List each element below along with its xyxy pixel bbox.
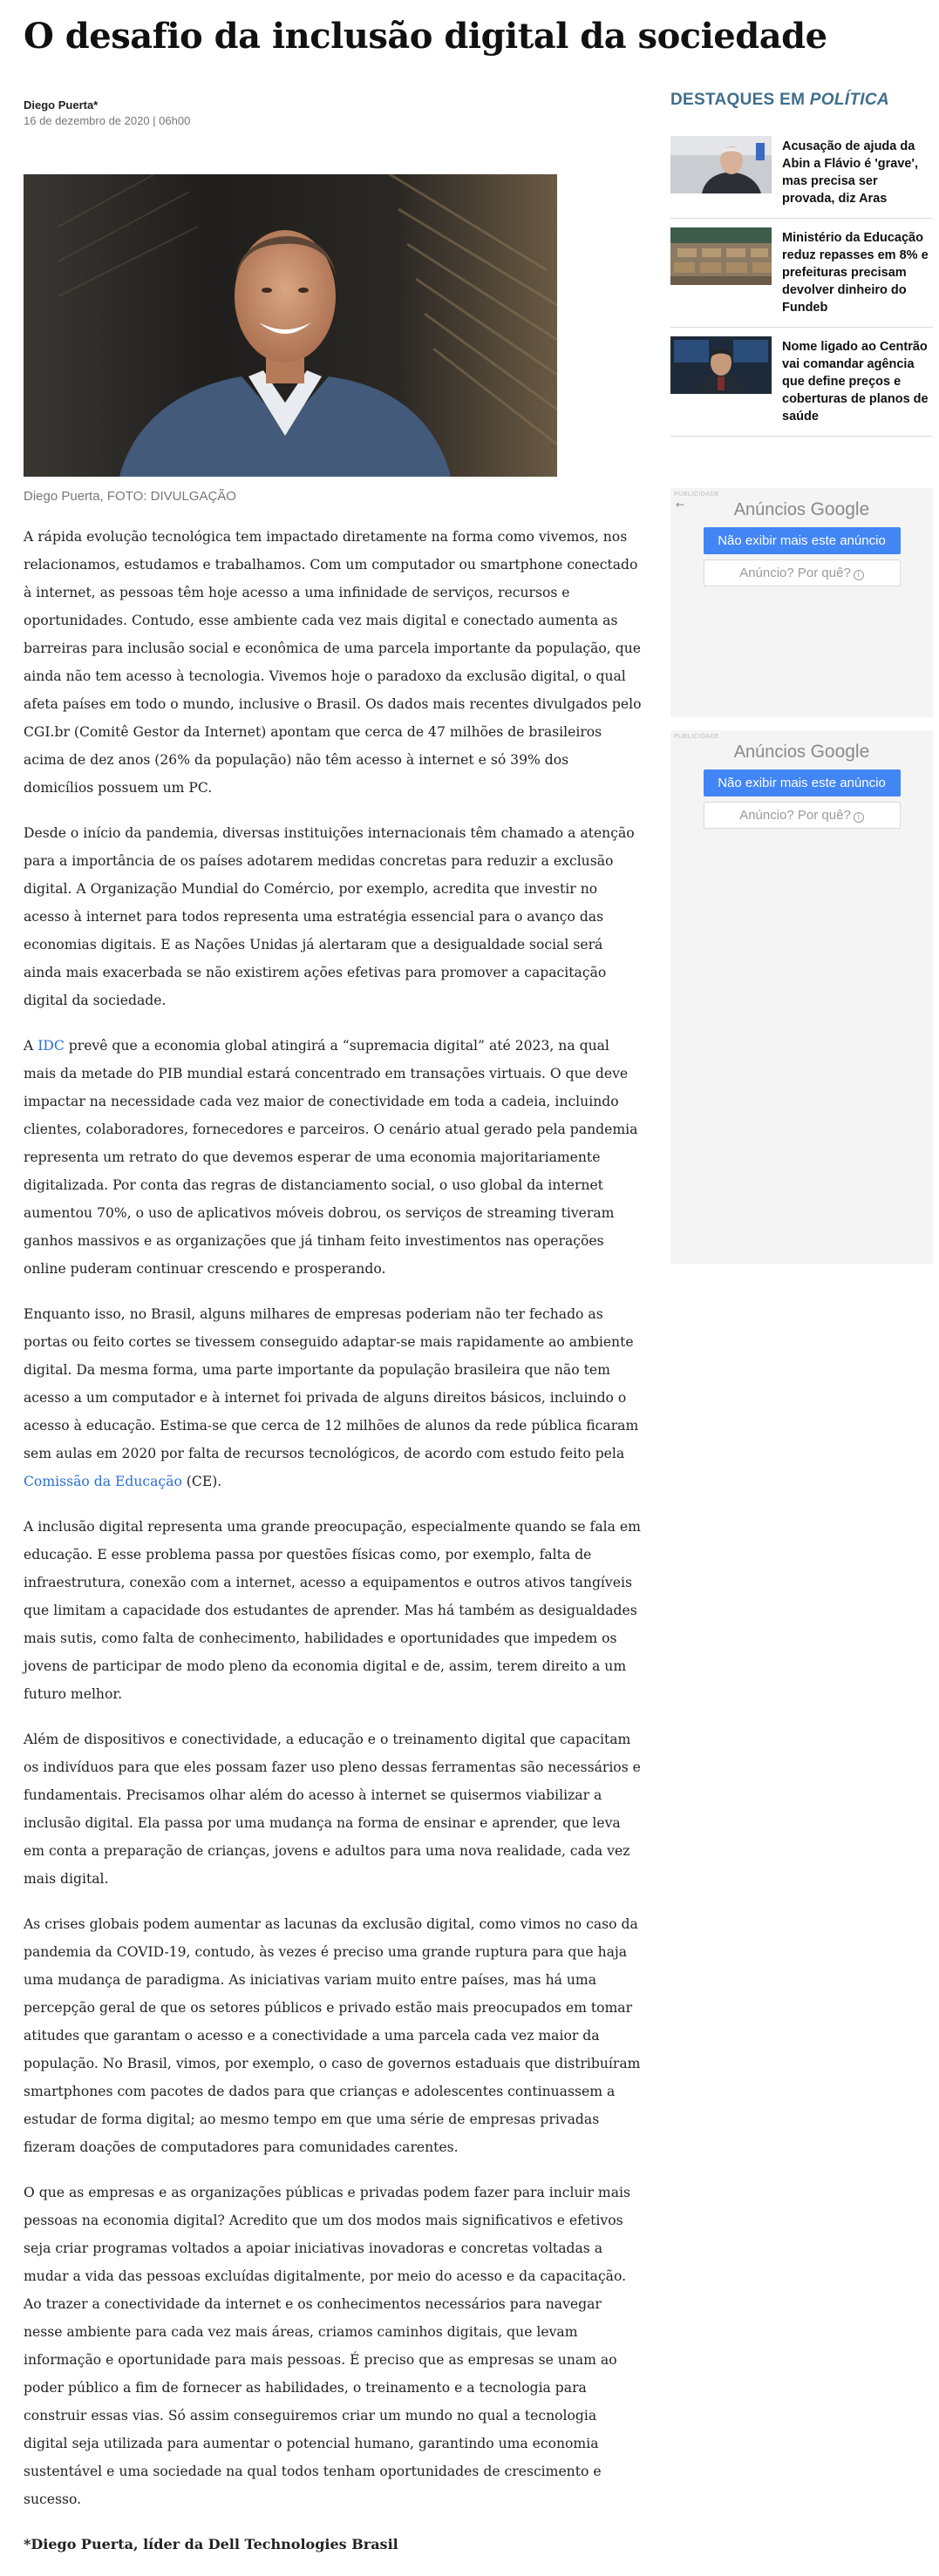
hide-ad-button[interactable]: Não exibir mais este anúncio (704, 527, 901, 554)
paragraph-5: A inclusão digital representa uma grande preocupação, especialmente quando se fala em educação. E esse problema passa por questões físicas como, por exemplo, falta de infraestrutura, conexão com a internet, acesso a equipamentos e outros ativos tangíveis que limitam a capacidade dos estudantes de aprender. Mas há também as desigualdades mais sutis, como falta de conhecimento, habilidades e oportunidades que impedem os jovens de participar de modo pleno da economia digital e de, assim, terem direito a um futuro melhor. (24, 1519, 641, 1702)
news-item[interactable] (670, 328, 933, 437)
article-photo (24, 174, 557, 477)
ads-word: Anúncios (733, 500, 806, 519)
paragraph-7: As crises globais podem aumentar as lacunas da exclusão digital, como vimos no caso da pandemia da COVID-19, contudo, às vezes é preciso uma grande ruptura para que haja uma mudança de paradigma. As iniciativas variam muito entre países, mas há uma percepção geral de que os setores públicos e privado estão mais preocupados em tomar atitudes que garantam o acesso e a conectividade a uma parcela cada vez maior da população. No Brasil, vimos, por exemplo, o caso de governos estaduais que distribuíram smartphones com pacotes de dados para que crianças e adolescentes continuassem a estudar de forma digital; ao mesmo tempo em que uma série de empresas privadas fizeram doações de computadores para comunidades carentes. (24, 1916, 641, 2155)
news-title[interactable]: Acusação de ajuda da Abin a Flávio é 'grave', mas precisa ser provada, diz Aras (782, 139, 918, 206)
hide-ad-button[interactable]: Não exibir mais este anúncio (704, 769, 901, 797)
paragraph-1: A rápida evolução tecnológica tem impactado diretamente na forma como vivemos, nos relacionamos, estudamos e trabalhamos. Com um computador ou smartphone conectado à internet, as pessoas têm hoje acesso a uma infinidade de serviços, recursos e oportunidades. Contudo, esse ambiente cada vez mais digital e conectado aumenta as barreiras para inclusão social e econômica de uma parcela importante da população, que ainda não tem acesso à tecnologia. Vivemos hoje o paradoxo da exclusão digital, o qual afeta países em todo o mundo, inclusive o Brasil. Os dados mais recentes divulgados pelo CGI.br (Comitê Gestor da Internet) apontam que cerca de 47 milhões de brasileiros acima de dez anos (26% da população) não têm acesso à internet e só 39% dos domicílios possuem um PC. (24, 529, 642, 796)
why-ad-button[interactable] (704, 802, 901, 829)
news-thumbnail[interactable] (670, 136, 772, 193)
author-signature: *Diego Puerta, líder da Dell Technologies Brasil (24, 2536, 398, 2552)
paragraph-3 (24, 1032, 643, 1283)
news-title[interactable]: Nome ligado ao Centrão vai comandar agência que define preços e coberturas de planos de saúde (782, 340, 929, 424)
paragraph-8: O que as empresas e as organizações públicas e privadas podem fazer para incluir mais pessoas na economia digital? Acredito que um dos modos mais significativos e efetivos seja criar programas voltados a apoiar iniciativas inovadoras e concretas voltadas a mudar a vida das pessoas excluídas digitalmente, por meio do acesso e da capacitação. Ao trazer a conectividade da internet e os conhecimentos necessários para navegar nesse ambiente para cada vez mais áreas, criamos caminhos digitais, que levam informação e oportunidade para mais pessoas. É preciso que as empresas se unam ao poder público a fim de fornecer as habilidades, o treinamento e a tecnologia para construir essas vias. Só assim conseguiremos criar um mundo no qual a tecnologia digital seja utilizada para aumentar o potencial humano, garantindo uma economia sustentável e uma sociedade na qual todos tenham oportunidades de crescimento e sucesso. (24, 2185, 630, 2507)
article-body (24, 523, 643, 2576)
info-icon: i (854, 812, 864, 823)
portrait-image (24, 174, 557, 477)
news-item[interactable] (670, 127, 933, 219)
comissao-educacao-link[interactable]: Comissão da Educação (24, 1474, 182, 1489)
paragraph-2: Desde o início da pandemia, diversas instituições internacionais têm chamado a atenção para a importância de os países adotarem medidas concretas para reduzir a exclusão digital. A Organização Mundial do Comércio, por exemplo, acredita que investir no acesso à internet para todos representa uma estratégia essencial para o avanço das economias digitais. E as Nações Unidas já alertaram que a desigualdade social será ainda mais exacerbada se não existirem ações efetivas para promover a capacitação digital da sociedade. (24, 825, 635, 1008)
ad-slot-2 (670, 730, 933, 1264)
highlights-heading-prefix: DESTAQUES EM (670, 91, 810, 109)
why-ad-label: Anúncio? Por quê? (739, 566, 851, 580)
byline (24, 98, 190, 129)
paragraph-6: Além de dispositivos e conectividade, a educação e o treinamento digital que capacitam os indivíduos para que eles possam fazer uso pleno dessas ferramentas são necessários e fundamentais. Precisamos olhar além do acesso à internet se quisermos viabilizar a inclusão digital. Ela passa por uma mudança na forma de ensinar e aprender, que leva em conta a preparação de crianças, jovens e adultos para uma nova realidade, cada vez mais digital. (24, 1732, 641, 1887)
classroom-photo-icon (670, 227, 772, 285)
article-title: O desafio da inclusão digital da sociedade (24, 16, 827, 57)
ads-word: Anúncios (733, 742, 806, 762)
aras-photo-icon (670, 136, 772, 193)
ad-label: PUBLICIDADE (674, 491, 720, 498)
why-ad-button[interactable] (704, 559, 901, 586)
news-item[interactable] (670, 219, 933, 328)
sidebar-highlights (670, 87, 933, 437)
ad-slot-1 (670, 488, 933, 717)
paragraph-3-rest: prevê que a economia global atingirá a “supremacia digital” até 2023, na qual mais da metade do PIB mundial estará concentrado em transações virtuais. O que deve impactar na necessidade cada vez maior de conectividade em toda a cadeia, incluindo clientes, colaboradores, fornecedores e parceiros. O cenário atual gerado pela pandemia representa um retrato do que devemos esperar de uma economia majoritariamente digitalizada. Por conta das regras de distanciamento social, o uso global da internet aumentou 70%, o uso de aplicativos móveis dobrou, os serviços de streaming tiveram ganhos massivos e as organizações que já tinham feito investimentos nas operações online puderam continuar crescendo e prosperando. (24, 1038, 638, 1277)
paragraph-3-start: A (24, 1038, 38, 1054)
paragraph-4-start: Enquanto isso, no Brasil, alguns milhares de empresas poderiam não ter fechado as portas ou feito cortes se tivessem conseguido adaptar-se mais rapidamente ao ambiente digital. Da mesma forma, uma parte importante da população brasileira que não tem acesso a um computador e à internet foi privada de alguns direitos básicos, incluindo o acesso à educação. Estima-se que cerca de 12 milhões de alunos da rede pública ficaram sem aulas em 2020 por falta de recursos tecnológicos, de acordo com estudo feito pela (24, 1306, 639, 1461)
paragraph-4-rest: (CE). (181, 1474, 222, 1489)
highlights-heading[interactable] (670, 87, 933, 113)
photo-caption: Diego Puerta, FOTO: DIVULGAÇÃO (24, 489, 236, 504)
google-logo: Google (810, 499, 870, 519)
publish-date: 16 de dezembro de 2020 | 06h00 (24, 114, 191, 127)
ads-by-google (670, 499, 933, 520)
google-logo: Google (810, 742, 870, 762)
idc-link[interactable]: IDC (37, 1038, 65, 1054)
back-arrow-icon[interactable]: ← (676, 498, 685, 511)
congress-photo-icon (670, 336, 772, 394)
news-title[interactable]: Ministério da Educação reduz repasses em 8% e prefeituras precisam devolver dinheiro do Fundeb (782, 231, 929, 315)
news-thumbnail[interactable] (670, 336, 772, 394)
info-icon: i (854, 570, 864, 580)
news-thumbnail[interactable] (670, 227, 772, 285)
paragraph-4 (24, 1300, 643, 1495)
why-ad-label: Anúncio? Por quê? (739, 808, 851, 823)
ads-by-google (670, 742, 933, 763)
highlights-section: POLÍTICA (809, 91, 889, 109)
author-name[interactable]: Diego Puerta* (24, 98, 99, 112)
ad-label: PUBLICIDADE (674, 734, 720, 740)
